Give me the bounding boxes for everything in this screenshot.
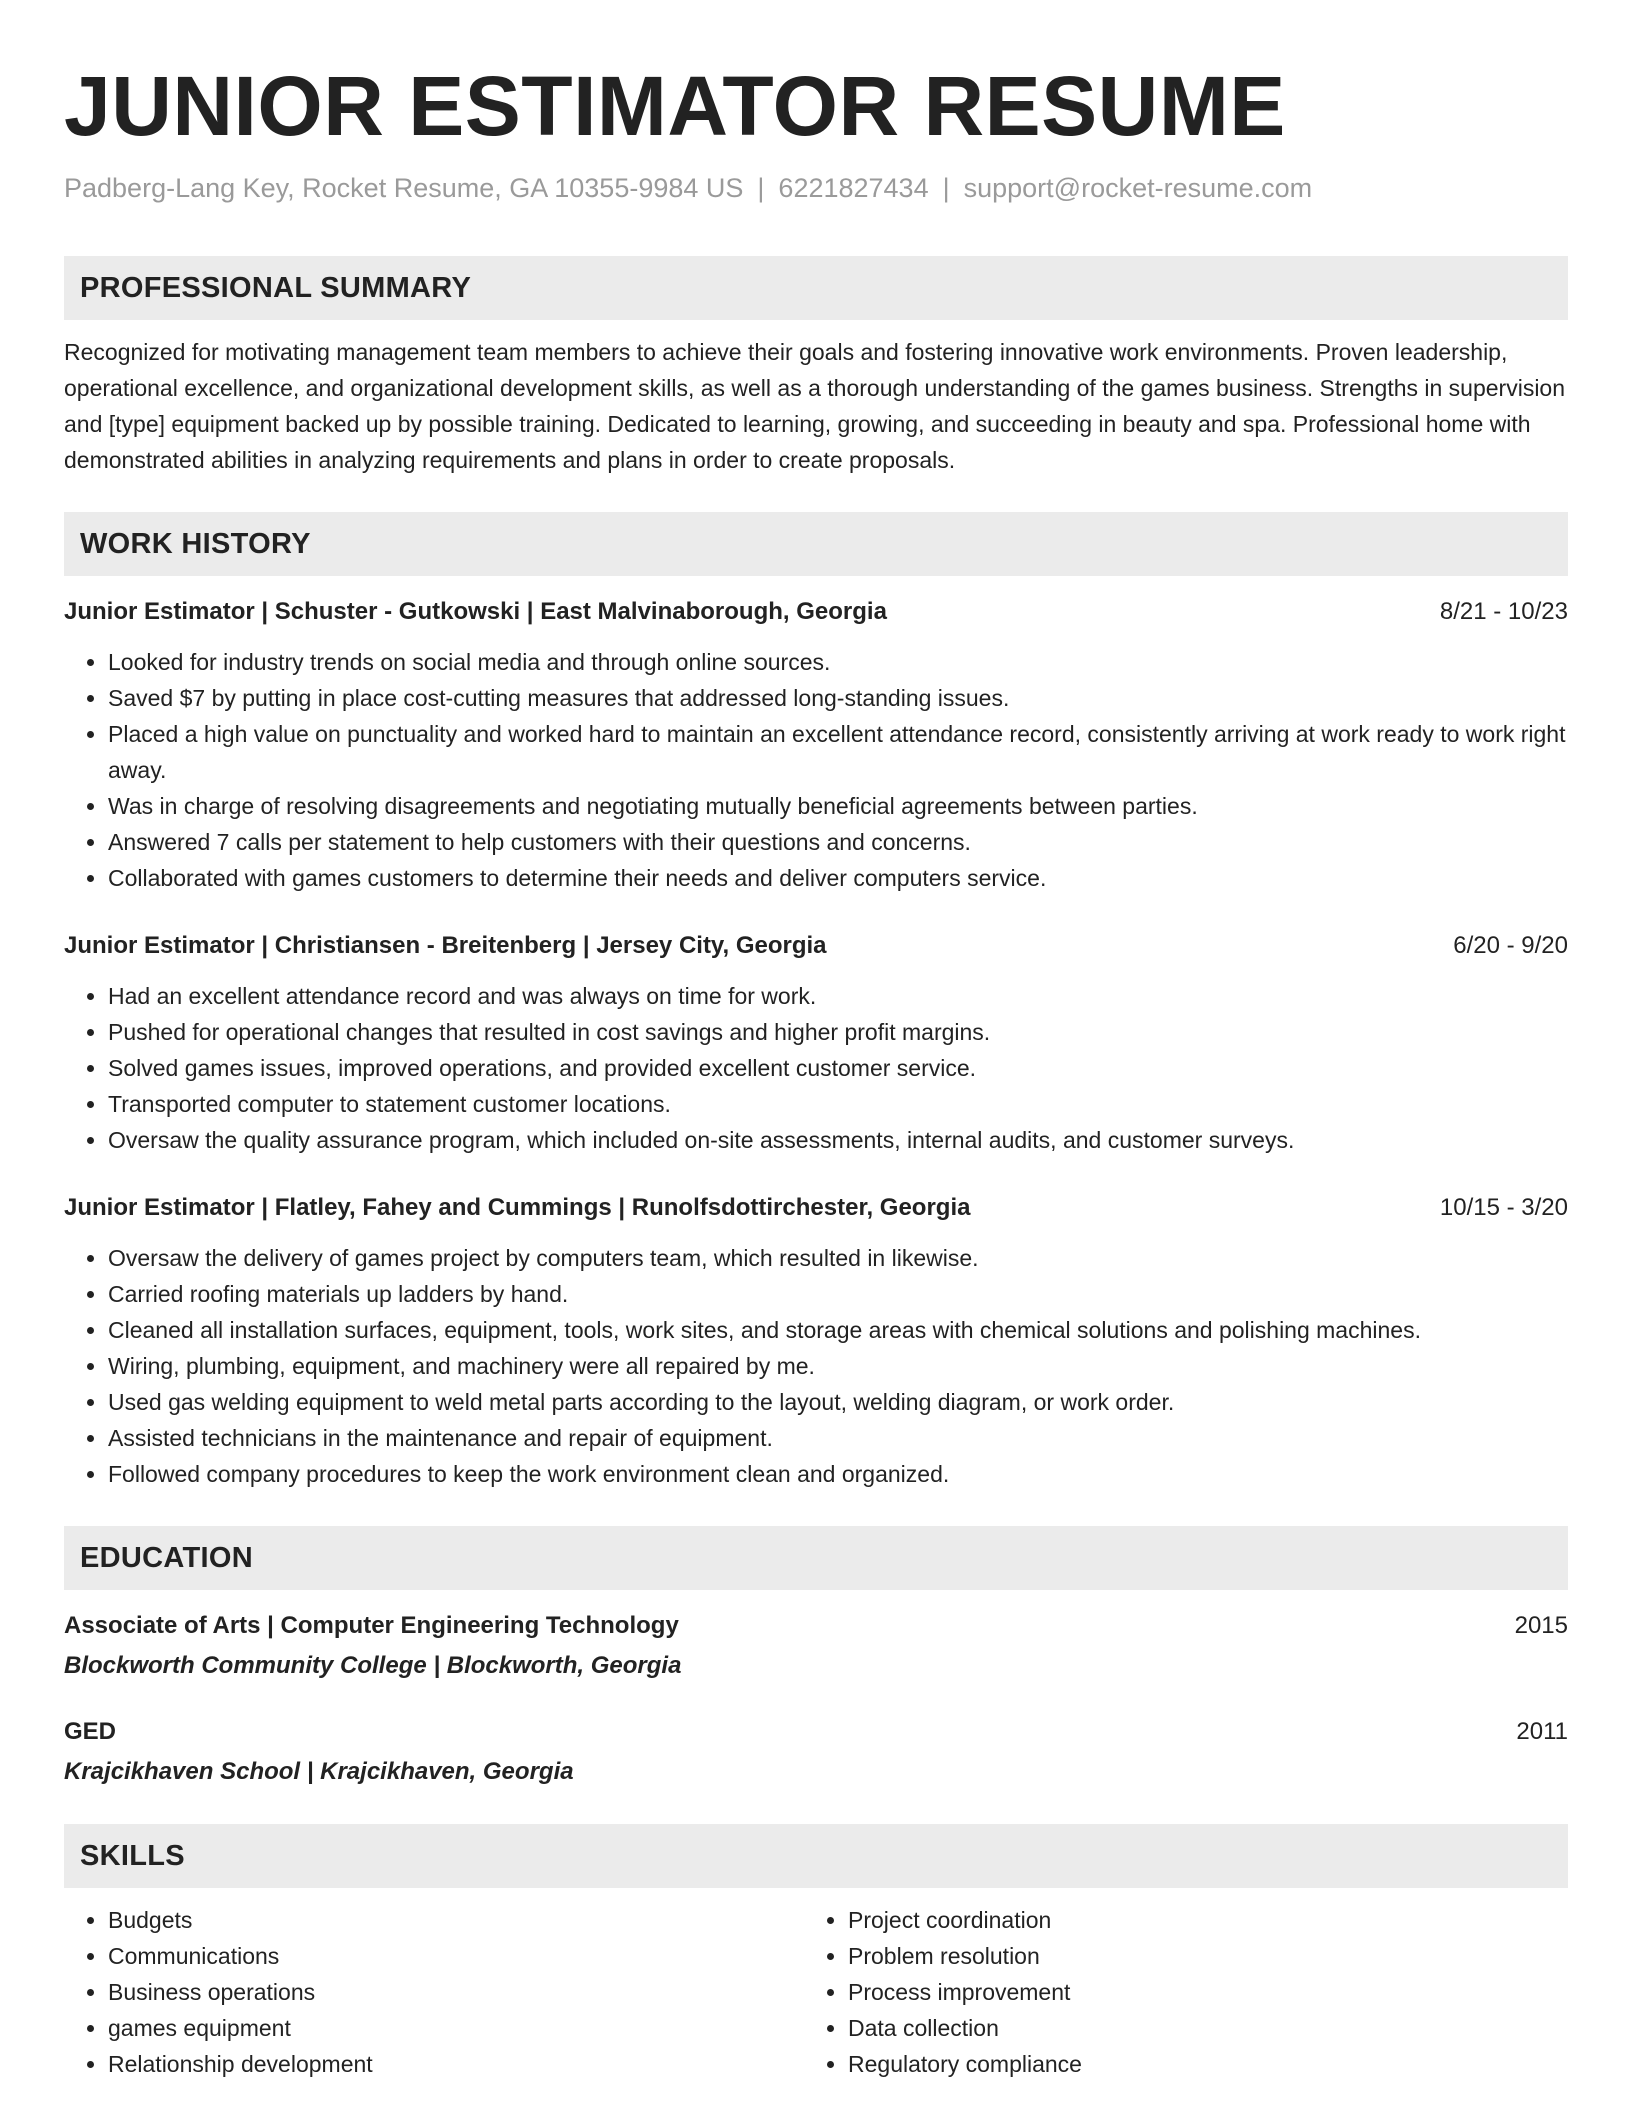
education-entry <box>64 1714 1568 1790</box>
skill-item: • Project coordination <box>848 1902 1544 1938</box>
job-bullet: • Assisted technicians in the maintenance and repair of equipment. <box>108 1420 1568 1456</box>
skill-item: • Communications <box>108 1938 804 1974</box>
job-bullet: • Followed company procedures to keep the work environment clean and organized. <box>108 1456 1568 1492</box>
job-bullet: • Solved games issues, improved operations, and provided excellent customer service. <box>108 1050 1568 1086</box>
education-degree: Associate of Arts | Computer Engineering Technology <box>64 1612 679 1639</box>
job-bullets <box>64 644 1568 896</box>
contact-phone: 6221827434 <box>778 173 929 203</box>
job-bullets <box>64 978 1568 1158</box>
section-heading-work-history: WORK HISTORY <box>64 512 1568 576</box>
section-heading-education: EDUCATION <box>64 1526 1568 1590</box>
skill-item: • Data collection <box>848 2010 1544 2046</box>
job-bullet: • Carried roofing materials up ladders by hand. <box>108 1276 1568 1312</box>
job-entry <box>64 594 1568 896</box>
contact-separator: | <box>757 173 765 203</box>
job-header <box>64 1190 1568 1226</box>
job-header <box>64 594 1568 630</box>
job-title: Junior Estimator | Schuster - Gutkowski | East Malvinaborough, Georgia <box>64 598 887 625</box>
skill-item: • Problem resolution <box>848 1938 1544 1974</box>
skill-item: • games equipment <box>108 2010 804 2046</box>
job-bullet: • Oversaw the delivery of games project by computers team, which resulted in likewise. <box>108 1240 1568 1276</box>
job-bullet: • Placed a high value on punctuality and worked hard to maintain an excellent attendance record, consistently arriving at work ready to work right away. <box>108 716 1568 788</box>
contact-line <box>64 170 1568 206</box>
education-header <box>64 1714 1568 1750</box>
education-year: 2011 <box>1516 1718 1568 1745</box>
job-bullet: • Answered 7 calls per statement to help customers with their questions and concerns. <box>108 824 1568 860</box>
contact-separator: | <box>942 173 950 203</box>
job-bullet: • Oversaw the quality assurance program, which included on-site assessments, internal audits, and customer surveys. <box>108 1122 1568 1158</box>
education-year: 2015 <box>1514 1612 1568 1639</box>
job-bullets <box>64 1240 1568 1492</box>
skills-list-left <box>64 1902 804 2082</box>
resume-title: JUNIOR ESTIMATOR RESUME <box>64 59 1286 153</box>
job-bullet: • Used gas welding equipment to weld metal parts according to the layout, welding diagram, or work order. <box>108 1384 1568 1420</box>
skill-item: • Budgets <box>108 1902 804 1938</box>
education-school: Krajcikhaven School | Krajcikhaven, Georgia <box>64 1758 574 1785</box>
skills-list-right <box>804 1902 1544 2082</box>
skill-item: • Relationship development <box>108 2046 804 2082</box>
job-entry <box>64 928 1568 1158</box>
job-bullet: • Was in charge of resolving disagreements and negotiating mutually beneficial agreements between parties. <box>108 788 1568 824</box>
job-entry <box>64 1190 1568 1492</box>
job-bullet: • Collaborated with games customers to determine their needs and deliver computers service. <box>108 860 1568 896</box>
summary-text: Recognized for motivating management team members to achieve their goals and fostering innovative work environments. Proven leadership, operational excellence, and organizational development skills, as well as a thorough understanding of the games business. Strengths in supervision and [type] equipment backed up by possible training. Dedicated to learning, growing, and succeeding in beauty and spa. Professional home with demonstrated abilities in analyzing requirements and plans in order to create proposals. <box>64 339 1566 473</box>
job-dates: 6/20 - 9/20 <box>1453 932 1568 959</box>
resume-page <box>64 0 1568 2082</box>
education-entry <box>64 1608 1568 1684</box>
skills-columns <box>64 1902 1568 2082</box>
job-dates: 8/21 - 10/23 <box>1439 598 1568 625</box>
job-bullet: • Looked for industry trends on social media and through online sources. <box>108 644 1568 680</box>
job-bullet: • Pushed for operational changes that resulted in cost savings and higher profit margins. <box>108 1014 1568 1050</box>
job-title: Junior Estimator | Christiansen - Breitenberg | Jersey City, Georgia <box>64 932 827 959</box>
job-header <box>64 928 1568 964</box>
skill-item: • Business operations <box>108 1974 804 2010</box>
contact-email: support@rocket-resume.com <box>963 173 1313 203</box>
job-bullet: • Saved $7 by putting in place cost-cutting measures that addressed long-standing issues. <box>108 680 1568 716</box>
education-header <box>64 1608 1568 1644</box>
education-degree: GED <box>64 1718 117 1745</box>
contact-address: Padberg-Lang Key, Rocket Resume, GA 10355-9984 US <box>64 173 744 203</box>
job-bullet: • Had an excellent attendance record and was always on time for work. <box>108 978 1568 1014</box>
education-school: Blockworth Community College | Blockworth, Georgia <box>64 1652 682 1679</box>
job-title: Junior Estimator | Flatley, Fahey and Cummings | Runolfsdottirchester, Georgia <box>64 1194 971 1221</box>
job-bullet: • Wiring, plumbing, equipment, and machinery were all repaired by me. <box>108 1348 1568 1384</box>
job-bullet: • Cleaned all installation surfaces, equipment, tools, work sites, and storage areas with chemical solutions and polishing machines. <box>108 1312 1568 1348</box>
job-bullet: • Transported computer to statement customer locations. <box>108 1086 1568 1122</box>
skill-item: • Process improvement <box>848 1974 1544 2010</box>
skill-item: • Regulatory compliance <box>848 2046 1544 2082</box>
job-dates: 10/15 - 3/20 <box>1439 1194 1568 1221</box>
section-heading-skills: SKILLS <box>64 1824 1568 1888</box>
section-heading-summary: PROFESSIONAL SUMMARY <box>64 256 1568 320</box>
